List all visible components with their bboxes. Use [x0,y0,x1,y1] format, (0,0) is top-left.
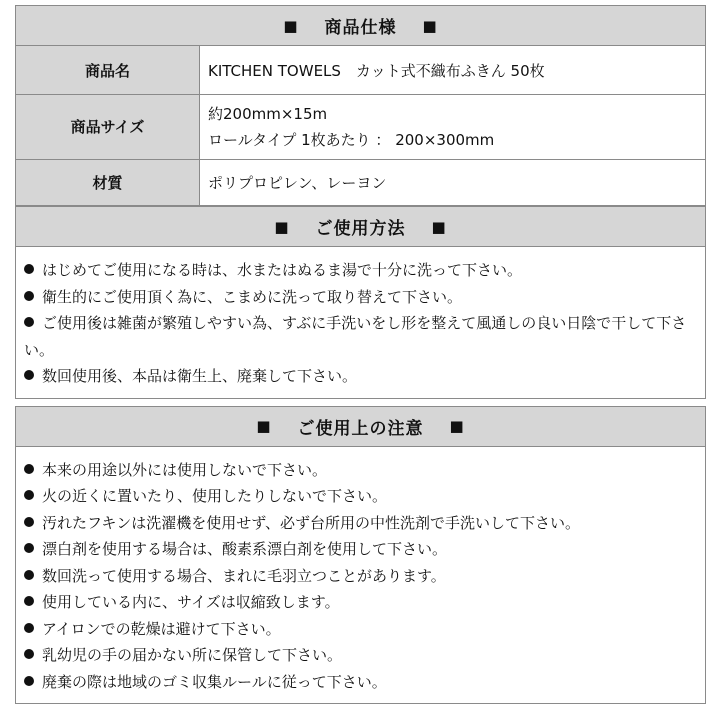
spec-value-line: ロールタイプ 1枚あたり ： 200×300mm [208,131,495,149]
bullet-icon [24,596,34,606]
usage-list [16,246,705,398]
bullet-icon [24,370,34,380]
bullet-icon [24,317,34,327]
square-marker-icon: ■ [431,217,447,236]
notes-header [16,407,705,446]
list-item: 数回洗って使用する場合、まれに毛羽立つことがあります。 [24,563,699,590]
list-item: アイロンでの乾燥は避けて下さい。 [24,616,699,643]
spec-value-line: 約200mm×15m [208,105,328,123]
spec-title: 商品仕様 [324,18,397,38]
square-marker-icon: ■ [283,16,299,35]
spec-label: 商品サイズ [16,95,200,160]
spec-row-material [16,160,705,206]
square-marker-icon: ■ [449,417,465,435]
spec-header [16,6,705,45]
list-item: 乳幼児の手の届かない所に保管して下さい。 [24,642,699,669]
bullet-icon [24,291,34,301]
list-item: 火の近くに置いたり、使用したりしないで下さい。 [24,483,699,510]
list-item: 数回使用後、本品は衛生上、廃棄して下さい。 [24,363,699,390]
notes-title: ご使用上の注意 [297,418,424,439]
usage-header [16,206,705,246]
list-item: 漂白剤を使用する場合は、酸素系漂白剤を使用して下さい。 [24,536,699,563]
spec-value [200,95,706,160]
list-item: 廃棄の際は地域のゴミ収集ルールに従って下さい。 [24,669,699,696]
spec-row-name [16,46,705,95]
notes-section [15,406,706,705]
spec-section [15,5,706,206]
notes-list [16,446,705,704]
spec-table [16,45,705,205]
list-item: 衛生的にご使用頂く為に、こまめに洗って取り替えて下さい。 [24,284,699,311]
spec-label: 商品名 [16,46,200,95]
usage-title: ご使用方法 [315,219,406,239]
bullet-icon [24,649,34,659]
list-item: 汚れたフキンは洗濯機を使用せず、必ず台所用の中性洗剤で手洗いして下さい。 [24,510,699,537]
list-item: はじめてご使用になる時は、水またはぬるま湯で十分に洗って下さい。 [24,257,699,284]
square-marker-icon: ■ [422,16,438,35]
list-item: 本来の用途以外には使用しないで下さい。 [24,457,699,484]
list-item: ご使用後は雑菌が繁殖しやすい為、すぶに手洗いをし形を整えて風通しの良い日陰で干して下さい。 [24,314,687,359]
spec-value: ポリプロピレン、レーヨン [200,160,706,206]
bullet-icon [24,543,34,553]
bullet-icon [24,517,34,527]
bullet-icon [24,490,34,500]
spec-value: KITCHEN TOWELS カット式不織布ふきん 50枚 [200,46,706,95]
bullet-icon [24,464,34,474]
bullet-icon [24,264,34,274]
bullet-icon [24,570,34,580]
list-item: 使用している内に、サイズは収縮致します。 [24,589,699,616]
usage-section [15,206,706,399]
bullet-icon [24,676,34,686]
square-marker-icon: ■ [274,217,290,236]
spec-row-size [16,95,705,160]
square-marker-icon: ■ [256,417,272,435]
product-sheet [15,5,706,704]
spec-label: 材質 [16,160,200,206]
bullet-icon [24,623,34,633]
